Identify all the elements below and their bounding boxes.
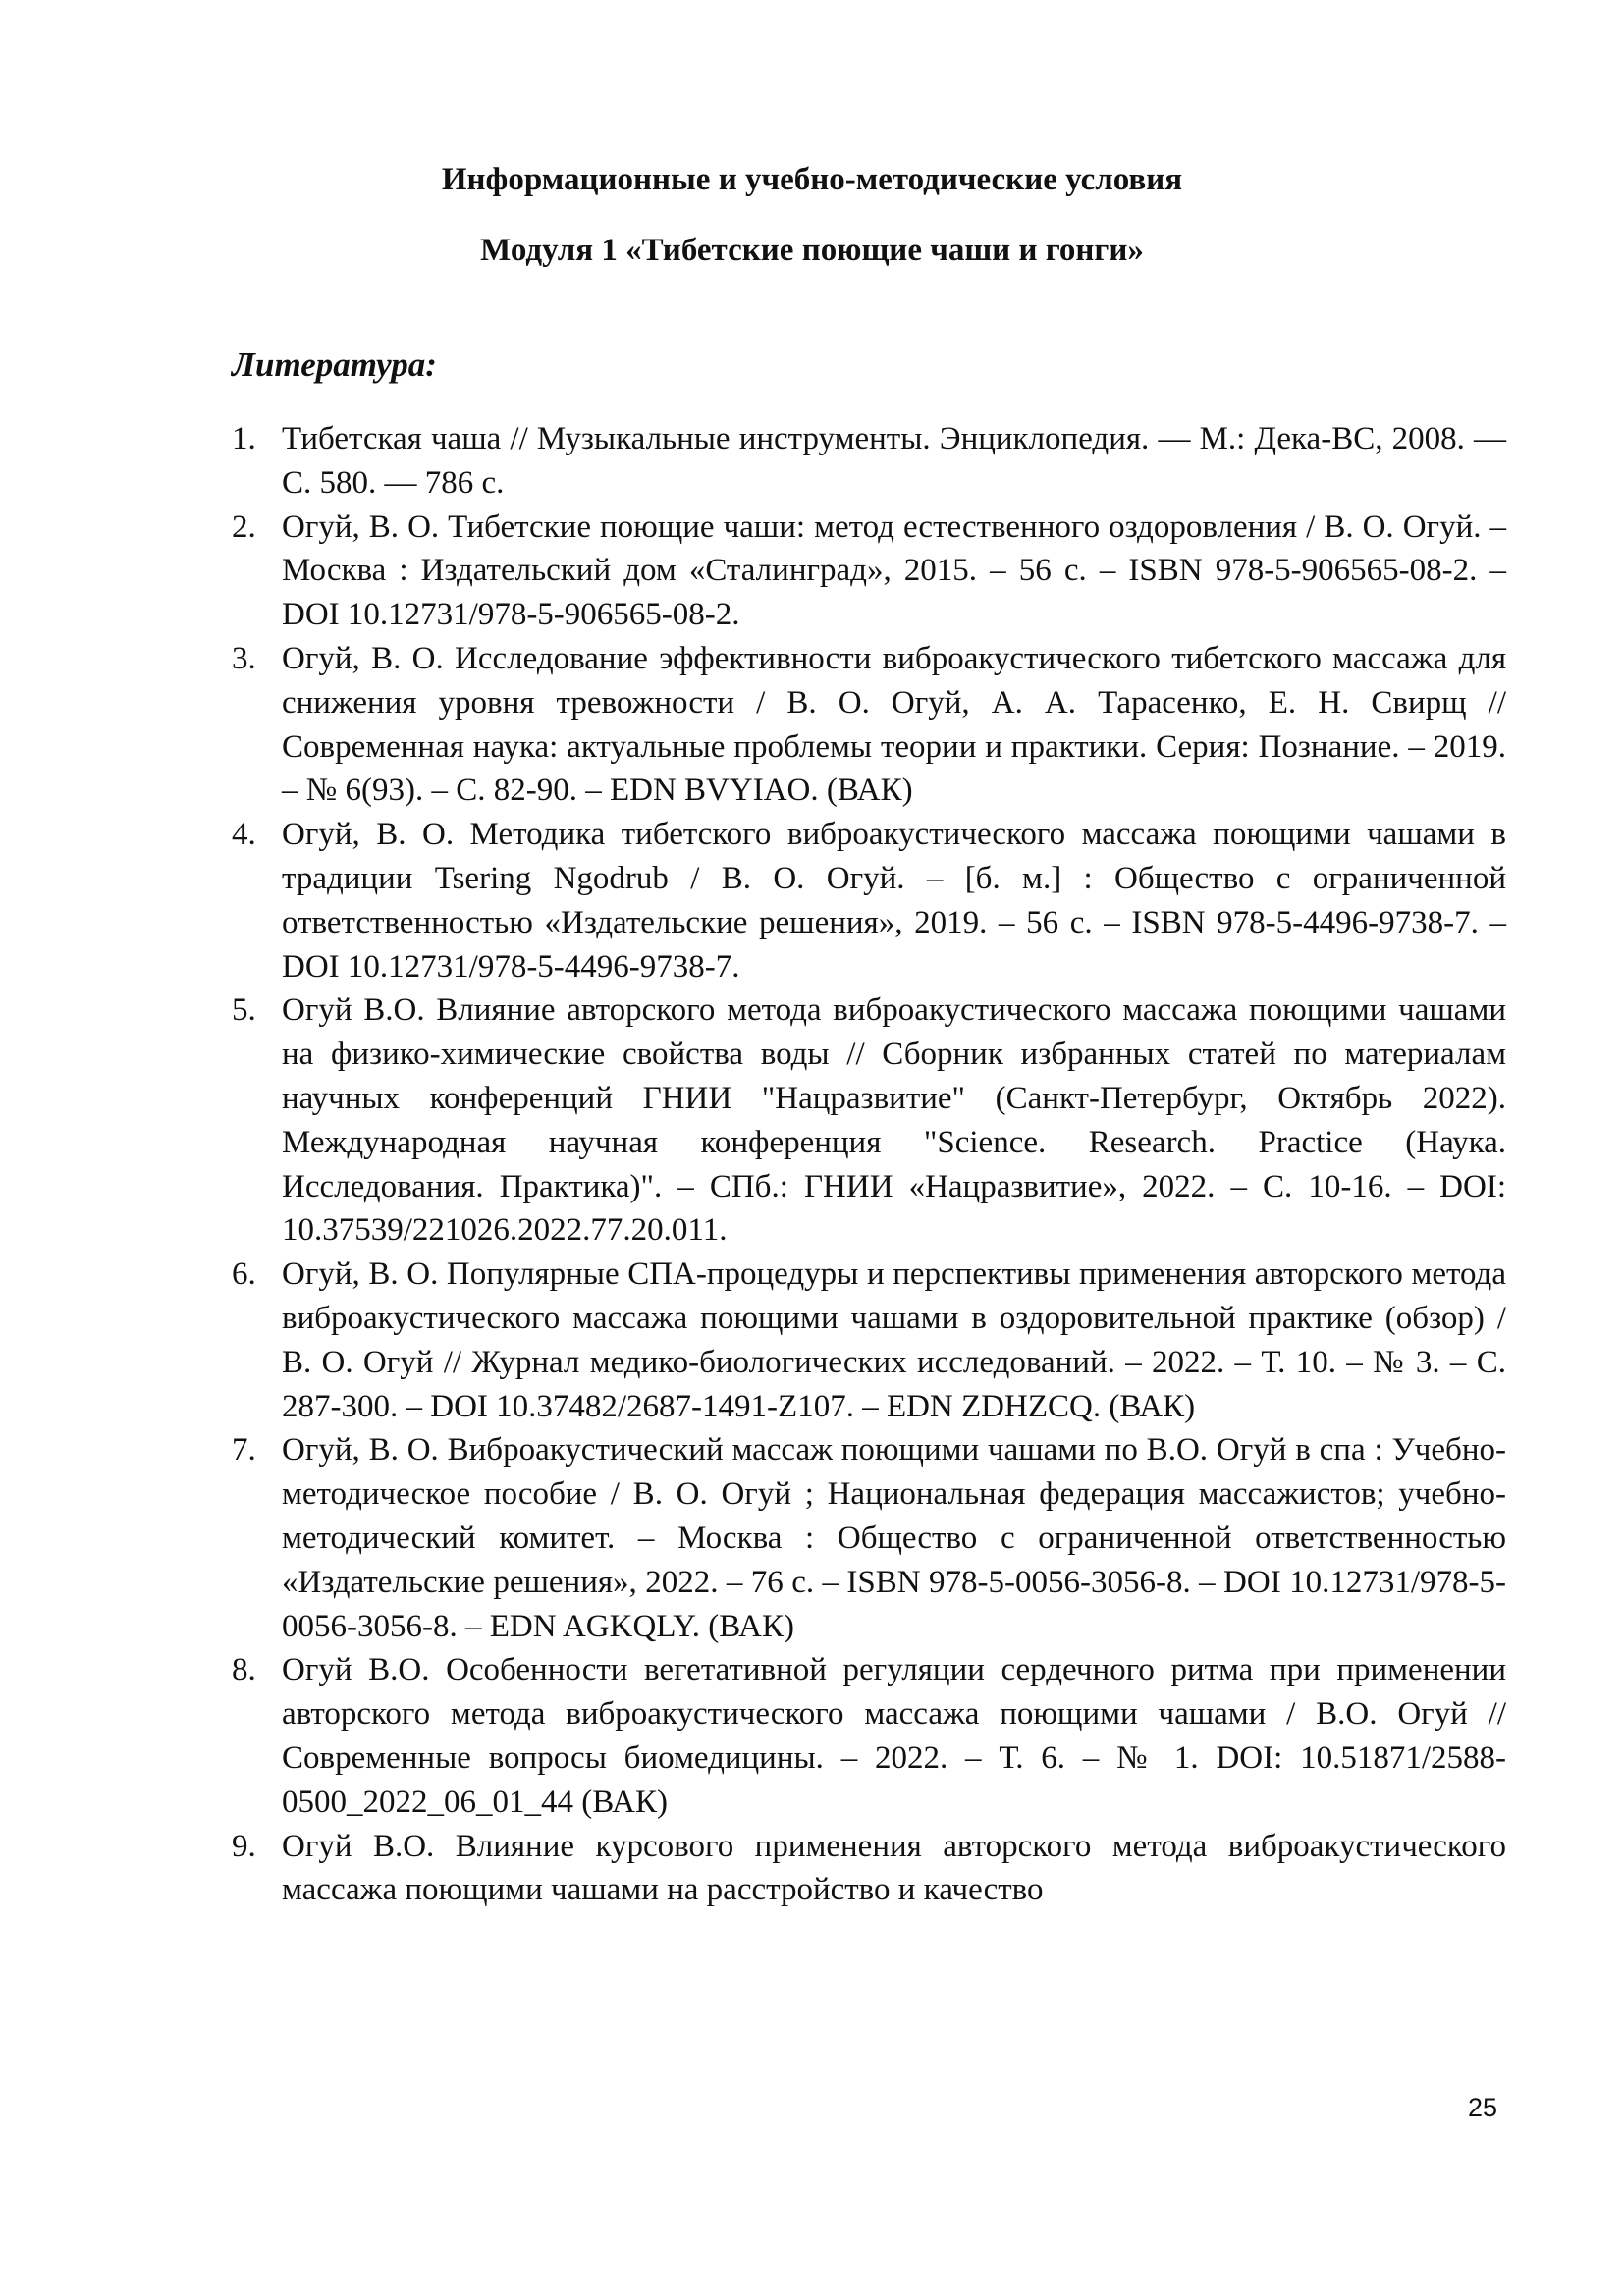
reference-item (232, 1825, 1506, 1913)
reference-item (232, 1428, 1506, 1648)
reference-number: 5. (232, 992, 256, 1029)
page-title: Информационные и учебно-методические условия (441, 162, 1183, 197)
reference-text: Огуй, В. О. Популярные СПА-процедуры и перспективы применения авторского метода виброакустического массажа поющими чашами в оздоровительной практике (обзор) / В. О. Огуй // Журнал медико-биологических исследований. – 2022. – Т. 10. – № 3. – С. 287-300. – DOI 10.37482/2687-1491-Z107. – EDN ZDHZCQ. (ВАК) (282, 1256, 1506, 1424)
reference-number: 2. (232, 508, 256, 545)
reference-text: Огуй В.О. Влияние авторского метода виброакустического массажа поющими чашами на физико-химические свойства воды // Сборник избранных статей по материалам научных конференций ГНИИ "Нацразвитие" (Санкт-Петербург, Октябрь 2022). Международная научная конференция "Science. Research. Practice (Наука. Исследования. Практика)". – СПб.: ГНИИ «Нацразвитие», 2022. – С. 10-16. – DOI: 10.37539/221026.2022.77.20.011. (282, 992, 1506, 1249)
reference-number: 6. (232, 1256, 256, 1293)
reference-item (232, 417, 1506, 506)
reference-text: Огуй, В. О. Виброакустический массаж поющими чашами по В.О. Огуй в спа : Учебно-методическое пособие / В. О. Огуй ; Национальная федерация массажистов; учебно-методический комитет. – Москва : Общество с ограниченной ответственностью «Издательские решения», 2022. – 76 с. – ISBN 978-5-0056-3056-8. – DOI 10.12731/978-5-0056-3056-8. – EDN AGKQLY. (ВАК) (282, 1432, 1506, 1644)
reference-item (232, 813, 1506, 988)
reference-list (232, 417, 1506, 1912)
module-subtitle: Модуля 1 «Тибетские поющие чаши и гонги» (480, 233, 1144, 268)
reference-text: Огуй, В. О. Методика тибетского виброакустического массажа поющими чашами в традиции Tsering Ngodrub / В. О. Огуй. – [б. м.] : Общество с ограниченной ответственностью «Издательские решения», 2019. – 56 с. – ISBN 978-5-4496-9738-7. – DOI 10.12731/978-5-4496-9738-7. (282, 817, 1506, 985)
reference-text: Огуй, В. О. Тибетские поющие чаши: метод естественного оздоровления / В. О. Огуй. – Москва : Издательский дом «Сталинград», 2015. – 56 с. – ISBN 978-5-906565-08-2. – DOI 10.12731/978-5-906565-08-2. (282, 508, 1506, 633)
section-title-literature: Литература: (232, 346, 437, 384)
reference-item (232, 988, 1506, 1253)
reference-number: 9. (232, 1828, 256, 1864)
reference-number: 3. (232, 640, 256, 676)
reference-number: 8. (232, 1652, 256, 1688)
reference-text: Огуй В.О. Влияние курсового применения авторского метода виброакустического массажа поющими чашами на расстройство и качество (282, 1828, 1506, 1908)
reference-item (232, 1253, 1506, 1428)
reference-number: 7. (232, 1432, 256, 1468)
reference-number: 4. (232, 817, 256, 853)
reference-text: Огуй, В. О. Исследование эффективности виброакустического тибетского массажа для снижения уровня тревожности / В. О. Огуй, А. А. Тарасенко, Е. Н. Свирщ // Современная наука: актуальные проблемы теории и практики. Серия: Познание. – 2019. – № 6(93). – С. 82-90. – EDN BVYIAO. (ВАК) (282, 640, 1506, 809)
reference-text: Огуй В.О. Особенности вегетативной регуляции сердечного ритма при применении авторского метода виброакустического массажа поющими чашами / В.О. Огуй // Современные вопросы биомедицины. – 2022. – Т. 6. – № 1. DOI: 10.51871/2588-0500_2022_06_01_44 (ВАК) (282, 1652, 1506, 1820)
reference-number: 1. (232, 421, 256, 456)
reference-item (232, 637, 1506, 813)
page-number: 25 (1468, 2093, 1498, 2122)
reference-item (232, 506, 1506, 637)
reference-text: Тибетская чаша // Музыкальные инструменты. Энциклопедия. — М.: Дека-ВС, 2008. — С. 580. — 786 с. (282, 421, 1506, 501)
reference-item (232, 1648, 1506, 1824)
